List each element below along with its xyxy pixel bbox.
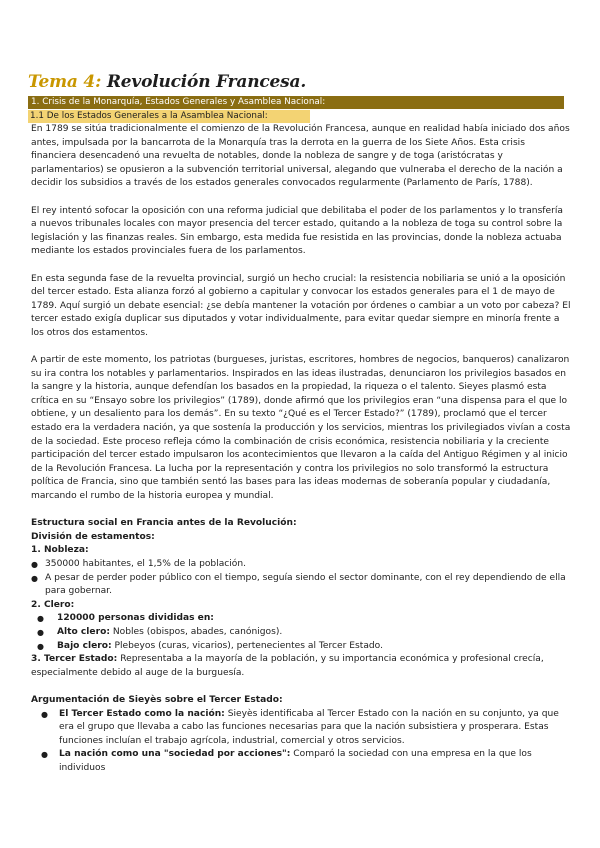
clero-label: 2. Clero:: [31, 599, 75, 610]
clero-list: [31, 612, 571, 653]
list-item-text: Nobles (obispos, abades, canónigos).: [109, 626, 283, 637]
paragraph-4: A partir de este momento, los patriotas (burgueses, juristas, escritores, hombres de negocios, banqueros) canalizaron su ira contra los notables y parlamentarios. Inspirados en las ideas ilustradas, denunciaron los privilegios basados en la sangre y la historia, aunque defendían los basados en la propiedad, la riqueza o el talento. Sieyes plasmó esta crítica en su “Ensayo sobre los privilegios” (1789), donde afirmó que los privilegios eran “una dispensa para el que lo obtiene, y un desaliento para los demás”. En su texto “¿Qué es el Tercer Estado?” (1789), proclamó que el tercer estado era la verdadera nación, ya que sostenía la producción y los servicios, mientras los privilegiados vivían a costa de la sociedad. Este proceso refleja cómo la combinación de crisis económica, resistencia nobiliaria y la creciente participación del tercer estado impulsaron los acontecimientos que llevaron a la caída del Antiguo Régimen y al inicio de la Revolución Francesa. La lucha por la representación y contra los privilegios no solo transformó la estructura política de Francia, sino que también sentó las bases para las ideas modernas de soberanía popular y ciudadanía, marcando el rumbo de la historia europea y mundial.: [31, 355, 571, 502]
division-heading: División de estamentos:: [31, 531, 155, 542]
list-item-bold: Bajo clero:: [57, 640, 112, 651]
nobleza-list: [31, 558, 571, 599]
list-item-text: 350000 habitantes, el 1,5% de la población.: [45, 559, 247, 569]
list-item: [31, 612, 571, 626]
paragraph-1: En 1789 se sitúa tradicionalmente el comienzo de la Revolución Francesa, aunque en realidad había iniciado dos años antes, impulsada por la bancarrota de la Monarquía tras la derrota en la guerra de los Siete Años. Esta crisis financiera desencadenó una revuelta de notables, donde la nobleza de sangre y de toga (aristócratas y parlamentarios) se opusieron a la subvención territorial universal, alegando que vulneraba el derecho de la nación a decidir los subsidios a través de los estados generales convocados regularmente (Parlamento de París, 1788).: [31, 124, 570, 189]
nobleza-label: 1. Nobleza:: [31, 545, 89, 556]
bullet-icon: ●: [31, 573, 38, 583]
paragraph-3: En esta segunda fase de la revuelta provincial, surgió un hecho crucial: la resistencia nobiliaria se unió a la oposición del tercer estado. Esta alianza forzó al gobierno a capitular y convocar los estados generales para el 1 de mayo de 1789. Aquí surgió un debate esencial: ¿se debía mantener la votación por órdenes o cambiar a un voto por cabeza? El tercer estado exigía duplicar sus diputados y votar individualmente, para evitar quedar siempre en minoría frente a los otros dos estamentos.: [31, 273, 571, 338]
paragraph-2: El rey intentó sofocar la oposición con una reforma judicial que debilitaba el poder de los parlamentos y lo transfería a nuevos tribunales locales con mayor presencia del tercer estado, quitando a la nobleza de toga su control sobre la legislación y las finanzas reales. Sin embargo, esta medida fue resistida en las provincias, donde la nobleza actuaba mediante los estados provinciales fuera de los parlamentos.: [31, 205, 563, 257]
list-item: [31, 626, 571, 640]
title-prefix: Tema 4:: [28, 72, 102, 92]
list-item-text: Comparó la sociedad con una empresa en la que los individuos: [59, 749, 532, 773]
list-item-text: Plebeyos (curas, vicarios), pertenecientes al Tercer Estado.: [111, 640, 383, 651]
document-body: [31, 123, 571, 776]
tercer-estado-label: 3. Tercer Estado:: [31, 654, 118, 665]
list-item-bold: 120000 personas divididas en:: [57, 613, 214, 624]
sieyes-list: [41, 708, 571, 776]
estructura-heading: Estructura social en Francia antes de la Revolución:: [31, 518, 297, 529]
bullet-icon: ●: [41, 709, 48, 719]
list-item: [41, 748, 571, 775]
list-item-text: A pesar de perder poder público con el tiempo, seguía siendo el sector dominante, con el rey dependiendo de ella para gobernar.: [45, 572, 566, 597]
list-item: [31, 572, 571, 599]
section-heading-1: 1. Crisis de la Monarquía, Estados Generales y Asamblea Nacional:: [28, 96, 564, 109]
bullet-icon: ●: [37, 627, 44, 637]
title-main: Revolución Francesa.: [101, 72, 307, 92]
tercer-estado-text: Representaba a la mayoría de la población, y su importancia económica y profesional crecía, especialmente debido al auge de la burguesía.: [31, 654, 544, 678]
bullet-icon: ●: [37, 614, 44, 624]
bullet-icon: ●: [41, 750, 48, 760]
tercer-estado-line: [31, 653, 571, 680]
bullet-icon: ●: [31, 560, 38, 569]
spacer: [31, 680, 571, 694]
page-title: [28, 70, 306, 94]
list-item: [31, 640, 571, 654]
list-item-bold: Alto clero:: [57, 626, 110, 637]
list-item: [31, 558, 571, 572]
sieyes-heading: Argumentación de Sieyès sobre el Tercer Estado:: [31, 694, 283, 705]
section-heading-1-1: 1.1 De los Estados Generales a la Asamblea Nacional:: [28, 110, 310, 123]
list-item-bold: La nación como una "sociedad por acciones":: [59, 749, 291, 760]
list-item-bold: El Tercer Estado como la nación:: [59, 708, 225, 719]
list-item-text: Sieyès identificaba al Tercer Estado con la nación en su conjunto, ya que era el grupo que llevaba a cabo las funciones necesarias para que la nación subsistiera y prosperara. Estas funciones incluían el trabajo agrícola, industrial, comercial y otros servicios.: [59, 708, 559, 746]
bullet-icon: ●: [37, 641, 44, 651]
list-item: [41, 708, 571, 749]
